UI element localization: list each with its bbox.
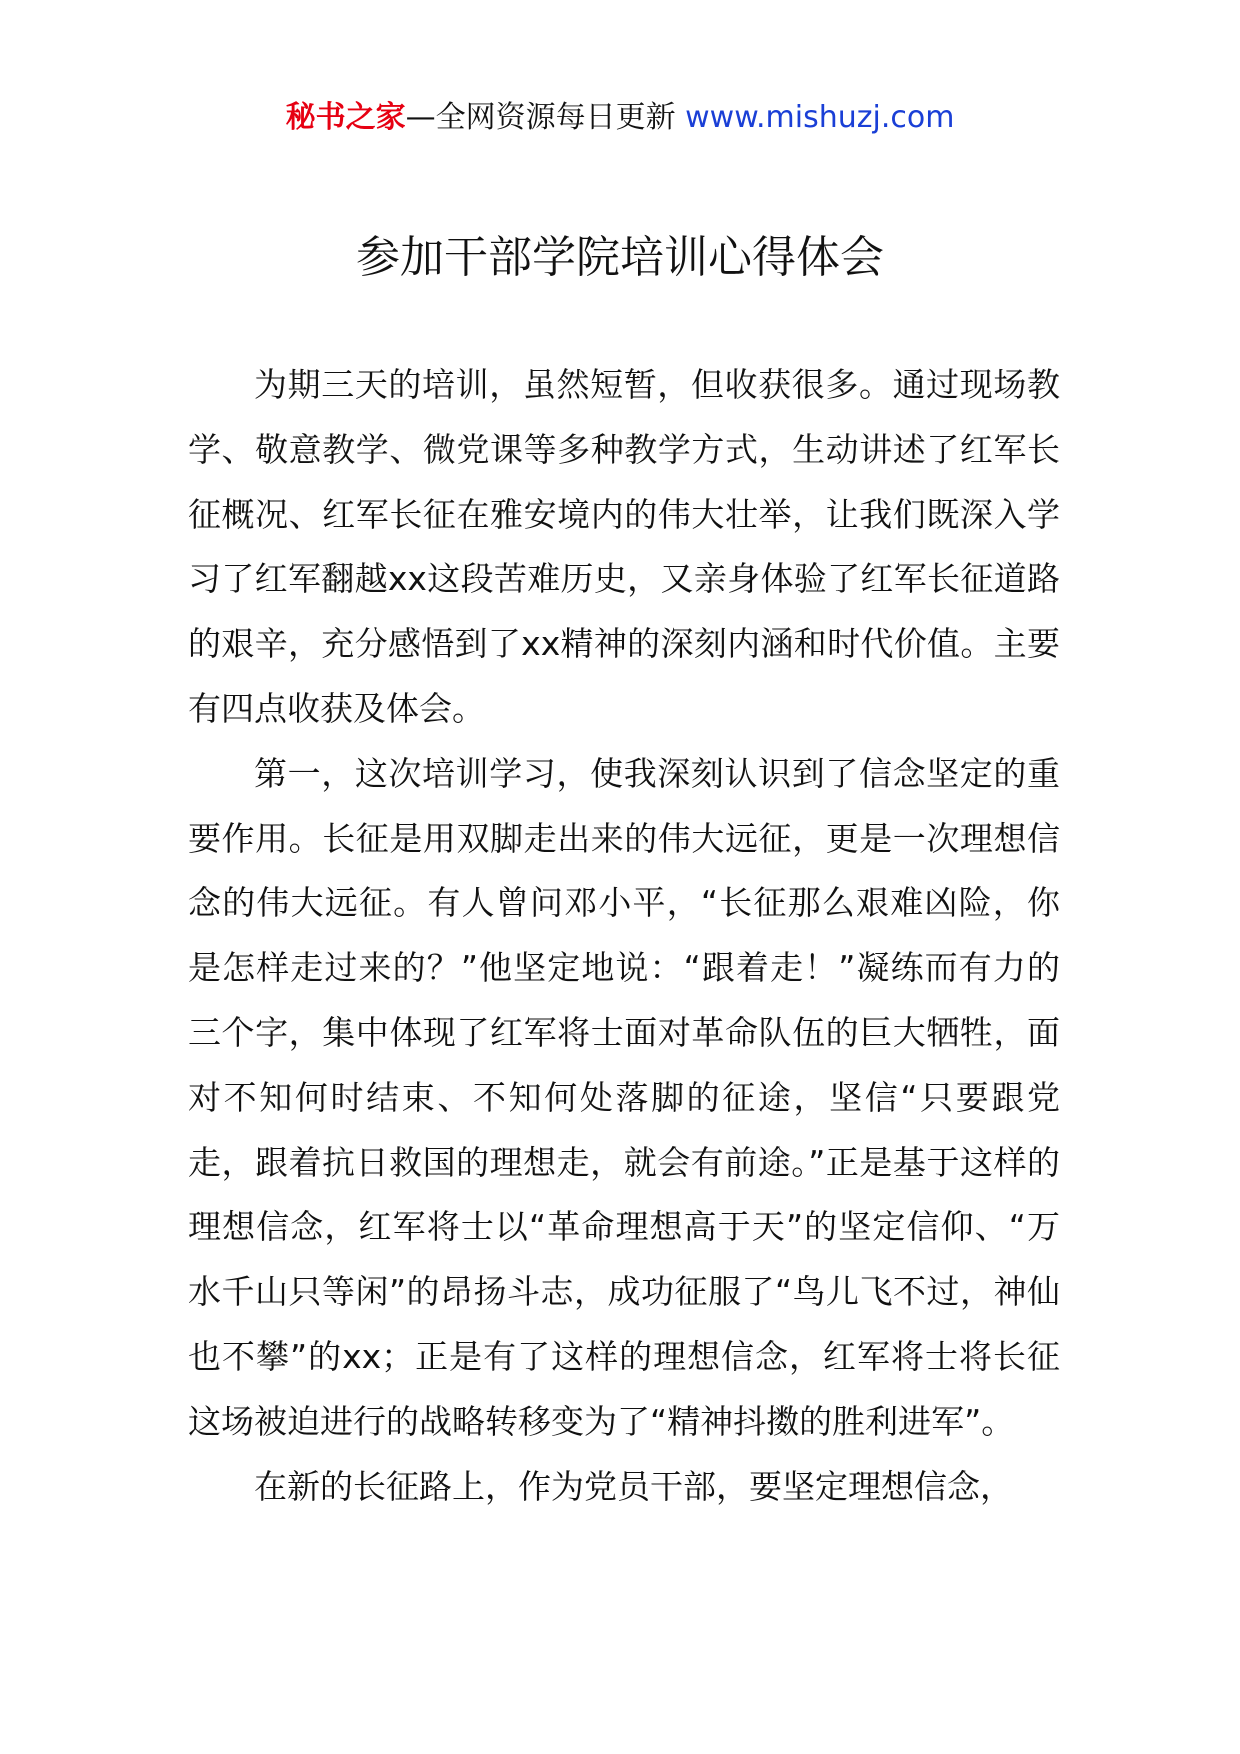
paragraph: 为期三天的培训，虽然短暂，但收获很多。通过现场教学、敬意教学、微党课等多种教学方式，生动讲述了红军长征概况、红军长征在雅安境内的伟大壮举，让我们既深入学习了红军翻越xx这段苦难历史，又亲身体验了红军长征道路的艰辛，充分感悟到了xx精神的深刻内涵和时代价值。主要有四点收获及体会。 (188, 365, 1060, 728)
document-title: 参加干部学院培训心得体会 (356, 232, 884, 283)
paragraph: 第一，这次培训学习，使我深刻认识到了信念坚定的重要作用。长征是用双脚走出来的伟大远征，更是一次理想信念的伟大远征。有人曾问邓小平，“长征那么艰难凶险，你是怎样走过来的？”他坚定地说：“跟着走！”凝练而有力的三个字，集中体现了红军将士面对革命队伍的巨大牺牲，面对不知何时结束、不知何处落脚的征途，坚信“只要跟党走，跟着抗日救国的理想走，就会有前途。”正是基于这样的理想信念，红军将士以“革命理想高于天”的坚定信仰、“万水千山只等闲”的昂扬斗志，成功征服了“鸟儿飞不过，神仙也不攀”的xx；正是有了这样的理想信念，红军将士将长征这场被迫进行的战略转移变为了“精神抖擞的胜利进军”。 (188, 753, 1060, 1441)
site-header (0, 98, 1240, 138)
site-brand: 秘书之家 (285, 100, 406, 135)
document-body (188, 353, 1060, 1519)
paragraph: 在新的长征路上，作为党员干部，要坚定理想信念， (254, 1466, 1013, 1506)
site-url-link[interactable]: www.mishuzj.com (685, 100, 955, 135)
site-tagline: —全网资源每日更新 (405, 100, 676, 135)
